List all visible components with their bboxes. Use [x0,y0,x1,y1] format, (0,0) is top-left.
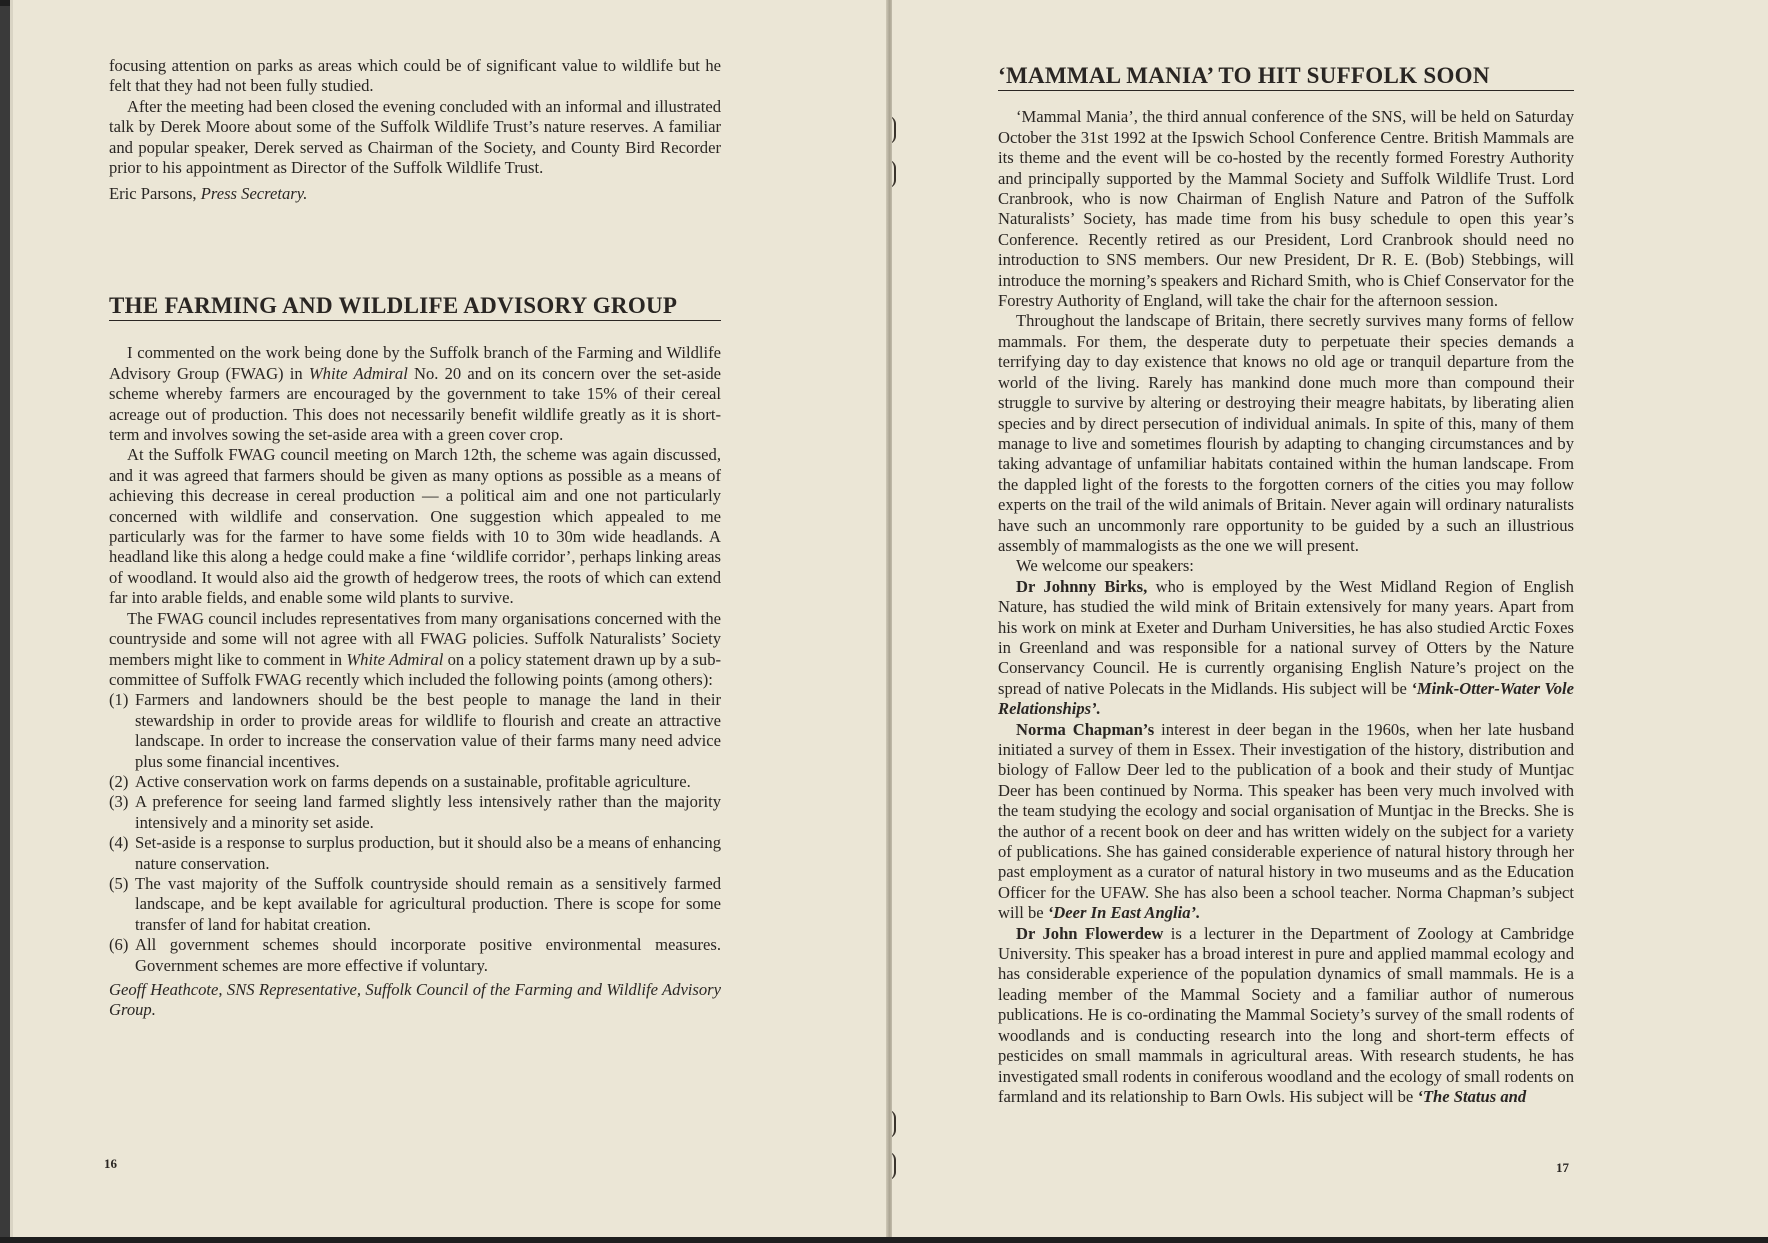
press-secretary-signature [109,184,721,204]
binding-stitch [892,116,896,144]
scan-edge-bottom [0,1237,1768,1243]
fwag-p3-text-b: on a policy statement drawn up by a sub-committee of Suffolk FWAG recently which included the following points (among others): [109,649,722,689]
talk-title: ‘Deer In East Anglia’. [1047,903,1201,923]
policy-point [109,772,721,792]
speaker-name: Dr John Flowerdew [1016,923,1164,943]
fwag-article [109,293,722,1021]
point-text: A preference for seeing land farmed slightly less intensively rather than the majority intensively and a minority set aside. [135,792,721,832]
point-number: (4) [109,833,129,853]
point-text: Set-aside is a response to surplus production, but it should also be a means of enhancing nature conservation. [135,833,721,873]
fwag-p1-text-a: I commented on the work being done by the Suffolk branch of the Farming and Wildlife Advisory Group (FWAG) in [109,343,721,383]
left-column-top [109,56,721,205]
talk-title: ‘The Status and [1417,1086,1527,1106]
point-number: (5) [109,873,129,893]
speaker-bio: interest in deer began in the 1960s, when her late husband initiated a survey of them in Essex. Their investigation of the history, distribution and biology of Fallow Deer led to the publication of a book and their study of Muntjac Deer has been continued by Norma. This speaker has been very much involved with the team studying the ecology and social organisation of Muntjac in the Brecks. She is the author of a recent book on deer and has written widely on the subject for a variety of publications. She has gained considerable experience of natural history through her past employment as a curator of natural history in two museums and as the Education Officer for the UFAW. She has also been a school teacher. Norma Chapman’s subject will be [998,719,1574,923]
binding-stitch [892,160,896,188]
fwag-p1-text-b: No. 20 and on its concern over the set-aside scheme whereby farmers are encouraged by the government to take 15% of their cereal acreage out of production. This does not necessarily benefit wildlife greatly as it is short-term and involves sowing the set-aside area with a green cover crop. [109,363,722,445]
welcome-line: We welcome our speakers: [1016,556,1194,576]
mammal-paragraph-1: ‘Mammal Mania’, the third annual conference of the SNS, will be held on Saturday October the 31st 1992 at the Ipswich School Conference Centre. British Mammals are its theme and the event will be co-hosted by the recently formed Forestry Authority and principally supported by the Mammal Society and Suffolk Wildlife Trust. Lord Cranbrook, who is now Chairman of English Nature and Patron of the Suffolk Naturalists’ Society, has made time from his busy schedule to open this year’s Conference. Recently retired as our President, Lord Cranbrook should need no introduction to SNS members. Our new President, Dr R. E. (Bob) Stebbings, will introduce the morning’s speakers and Richard Smith, who is Chief Conservator for the Forestry Authority of England, will take the chair for the afternoon session. [998,107,1574,311]
speaker-birks [998,577,1574,720]
speaker-bio: is a lecturer in the Department of Zoology at Cambridge University. This speaker has a broad interest in pure and applied mammal ecology and has considerable experience of the population dynamics of small mammals. He is a leading member of the Mammal Society and a familiar author of numerous publications. He is co-ordinating the Mammal Society’s survey of the small rodents of woodlands and is conducting research into the long and short-term effects of pesticides on small mammals in agricultural areas. With research students, he has investigated small rodents in coniferous woodland and the ecology of small rodents on farmland and its relationship to Barn Owls. His subject will be [998,923,1575,1106]
signature-role: Press Secretary. [200,184,308,204]
fwag-p3-text-a: The FWAG council includes representatives from many organisations concerned with the countryside and some will not agree with all FWAG policies. Suffolk Naturalists’ Society members might like to comment in [109,608,721,669]
speaker-bio: who is employed by the West Midland Region of English Nature, has studied the wild mink of Britain extensively for many years. Apart from his work on mink at Exeter and Durham Universities, he has also studied Arctic Foxes in Greenland and was responsible for a national survey of Otters by the Nature Conservancy Council. He is currently organising English Nature’s project on the spread of native Polecats in the Midlands. His subject will be [998,576,1574,698]
signature-name: Eric Parsons, [109,184,197,204]
point-number: (2) [109,771,129,791]
policy-point [109,874,721,935]
page-number-left: 16 [104,1156,117,1171]
author-credit: Geoff Heathcote, SNS Representative, Suffolk Council of the Farming and Wildlife Advisory Group. [109,980,721,1020]
continued-paragraph: focusing attention on parks as areas which could be of significant value to wildlife but he felt that they had not been fully studied. [109,56,721,96]
speaker-flowerdew [998,924,1574,1108]
fwag-paragraph-2: At the Suffolk FWAG council meeting on March 12th, the scheme was again discussed, and it was agreed that farmers should be given as many options as possible as a means of achieving this decrease in cereal production — a political aim and one not particularly concerned with wildlife and conservation. One suggestion which appealed to me particularly was for the farmer to have some fields with 10 to 30m wide headlands. A headland like this along a hedge could make a fine ‘wildlife corridor’, perhaps linking areas of woodland. It would also aid the growth of hedgerow trees, the roots of which can extend far into arable fields, and enable some wild plants to survive. [109,445,721,608]
mammal-mania-article [998,63,1575,1107]
point-number: (1) [109,690,129,710]
speaker-name: Dr Johnny Birks, [1016,576,1148,596]
fwag-paragraph-3 [109,609,721,691]
white-admiral-ref-1: White Admiral [308,363,408,383]
mammal-mania-heading: ‘MAMMAL MANIA’ TO HIT SUFFOLK SOON [998,66,1574,91]
right-page [892,0,1768,1243]
point-text: The vast majority of the Suffolk countryside should remain as a sensitively farmed landscape, and be kept available for agricultural production. There is scope for some transfer of land for habitat creation. [135,873,721,934]
policy-point [109,792,721,833]
fwag-heading: THE FARMING AND WILDLIFE ADVISORY GROUP [109,296,721,321]
policy-point [109,690,721,772]
binding-stitch [892,1110,896,1138]
white-admiral-ref-2: White Admiral [346,649,444,669]
binding-stitch [892,1152,896,1180]
closing-paragraph: After the meeting had been closed the evening concluded with an informal and illustrated talk by Derek Moore about some of the Suffolk Wildlife Trust’s nature reserves. A familiar and popular speaker, Derek served as Chairman of the Society, and County Bird Recorder prior to his appointment as Director of the Suffolk Wildlife Trust. [109,96,721,178]
mammal-paragraph-2: Throughout the landscape of Britain, there secretly survives many forms of fellow mammals. For them, the desperate duty to perpetuate their species demands a terrifying day to day existence that knows no old age or tranquil departure from the world of the living. Rarely has mankind done much more than compound their struggle to survive by altering or destroying their meagre habitats, by liberating alien species and by direct persecution of individual animals. In spite of this, many of them manage to live and sometimes flourish by adapting to changing circumstances and by taking advantage of unfamiliar habitats contained within the human landscape. From the dappled light of the forests to the forgotten corners of the cities you may follow experts on the trail of the wild animals of Britain. Never again will ordinary naturalists have such an uncommonly rare opportunity to be guided by a such an illustrious assembly of mammalogists as the one we will present. [998,311,1574,555]
page-number-right: 17 [1556,1160,1569,1175]
point-text: Active conservation work on farms depends on a sustainable, profitable agriculture. [135,771,691,791]
policy-point [109,935,721,976]
speaker-chapman [998,720,1574,924]
policy-points-list [109,690,721,976]
left-page [10,0,888,1243]
talk-title: ‘Mink-Otter-Water Vole Relationships’. [998,678,1574,719]
point-number: (3) [109,792,129,812]
policy-point [109,833,721,874]
point-text: All government schemes should incorporate positive environmental measures. Government schemes are more effective if voluntary. [135,935,721,975]
fwag-paragraph-1 [109,343,721,445]
point-text: Farmers and landowners should be the best people to manage the land in their stewardship in order to provide areas for wildlife to flourish and create an attractive landscape. In order to increase the conservation value of their farms many need advice plus some financial incentives. [135,690,721,771]
speaker-name: Norma Chapman’s [1016,719,1155,739]
point-number: (6) [109,935,129,955]
